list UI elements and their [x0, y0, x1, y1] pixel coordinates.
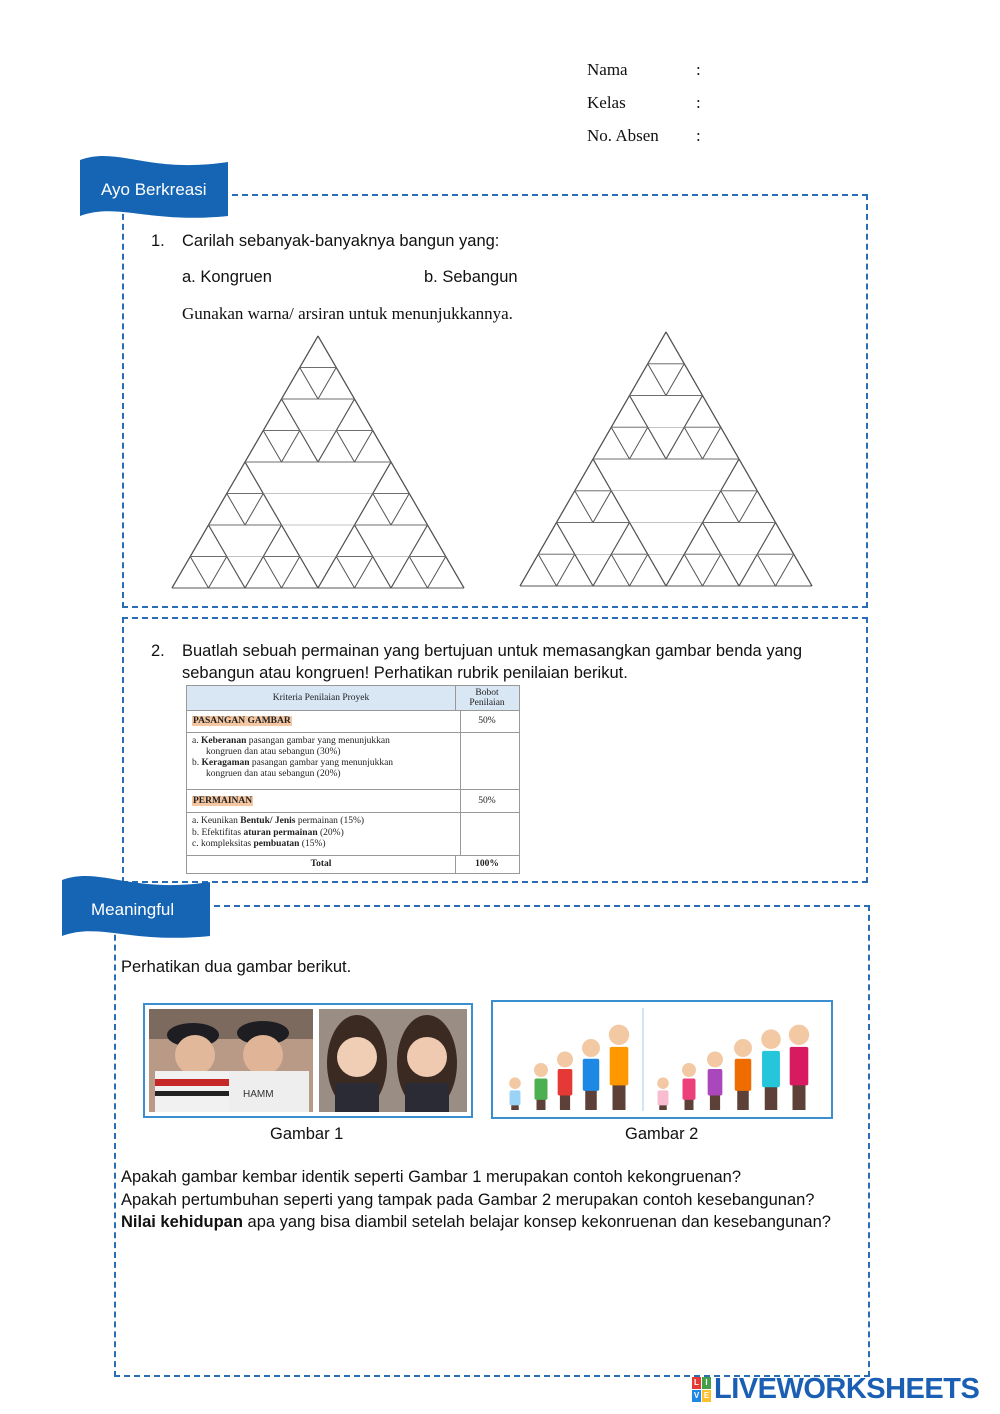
triangle-edge — [391, 494, 409, 526]
liveworksheets-brand: LIVEWORKSHEETS — [714, 1373, 980, 1405]
meaningful-intro: Perhatikan dua gambar berikut. — [121, 958, 352, 976]
triangle-edge — [245, 494, 263, 526]
triangle-edge — [336, 431, 354, 463]
logo-letter-e: E — [703, 1391, 710, 1400]
g1-b-prefix: b. — [192, 758, 200, 768]
triangle-edge — [703, 491, 721, 523]
triangle-edge — [300, 557, 318, 589]
triangle-edge — [446, 557, 464, 589]
growth-figure — [657, 1077, 669, 1110]
triangle-edge — [318, 336, 336, 368]
rubric-group2-items — [187, 813, 519, 856]
triangle-edge — [209, 494, 227, 526]
triangle-edge — [666, 332, 684, 364]
triangle-edge — [263, 557, 281, 589]
triangle-edge — [428, 557, 446, 589]
triangle-edge — [245, 431, 263, 463]
triangle-edge — [318, 368, 336, 400]
g1-a-line2: kongruen dan atau sebangun (30%) — [206, 747, 341, 757]
triangle-edge — [538, 554, 556, 586]
triangle-edge — [557, 523, 575, 555]
rubric-total-value: 100% — [475, 859, 499, 869]
option-kongruen: a. Kongruen — [182, 268, 272, 286]
triangle-edge — [391, 462, 409, 494]
triangle-edge — [300, 368, 318, 400]
triangle-edge — [611, 554, 629, 586]
triangle-edge — [703, 554, 721, 586]
triangle-edge — [227, 557, 245, 589]
triangle-edge — [409, 557, 427, 589]
triangle-edge — [593, 427, 611, 459]
triangle-edge — [611, 396, 629, 428]
triangle-edge — [703, 427, 721, 459]
q2-text-line1: Buatlah sebuah permainan yang bertujuan untuk memasangkan gambar benda yang — [182, 642, 803, 660]
g1-b-line2: kongruen dan atau sebangun (20%) — [206, 769, 341, 779]
q2-number: 2. — [151, 642, 165, 660]
triangle-edge — [209, 557, 227, 589]
growth-figure — [582, 1039, 600, 1110]
svg-text:HAMM: HAMM — [243, 1089, 274, 1100]
triangle-edge — [428, 525, 446, 557]
triangle-edge — [593, 554, 611, 586]
triangle-edge — [336, 368, 354, 400]
triangle-edge — [703, 523, 721, 555]
triangle-edge — [721, 491, 739, 523]
rubric-table — [186, 685, 520, 874]
triangle-edge — [336, 557, 354, 589]
triangle-edge — [336, 399, 354, 431]
triangle-edge — [666, 364, 684, 396]
g2-b-rest: (20%) — [320, 827, 344, 838]
triangle-edge — [721, 554, 739, 586]
triangle-edge — [611, 427, 629, 459]
ribbon-meaningful-label: Meaningful — [91, 900, 175, 919]
triangle-edge — [190, 525, 208, 557]
absen-colon: : — [696, 126, 701, 145]
class-colon: : — [696, 93, 701, 112]
triangle-edge — [776, 523, 794, 555]
g1-b-bold: Keragaman — [201, 758, 250, 768]
liveworksheets-logo-icon — [692, 1377, 712, 1403]
growth-figure — [682, 1063, 696, 1110]
life-value-bold: Nilai kehidupan — [121, 1213, 243, 1231]
triangle-edge — [282, 399, 300, 431]
g2-a-rest: permainan (15%) — [297, 816, 365, 826]
triangle-edge — [575, 491, 593, 523]
triangle-edge — [409, 525, 427, 557]
g1-b-rest: pasangan gambar yang menunjukkan — [251, 758, 394, 768]
triangle-edge — [520, 554, 538, 586]
growth-figure — [557, 1051, 573, 1110]
triangle-edge — [409, 494, 427, 526]
triangle-edge — [336, 525, 354, 557]
triangle-edge — [245, 557, 263, 589]
sierpinski-triangle-right[interactable] — [518, 330, 814, 588]
triangle-edge — [575, 554, 593, 586]
triangle-edge — [666, 427, 684, 459]
triangle-edge — [648, 427, 666, 459]
sierpinski-triangle-left[interactable] — [170, 334, 466, 590]
triangle-edge — [684, 396, 702, 428]
triangle-edge — [557, 491, 575, 523]
triangle-edge — [648, 364, 666, 396]
g1-a-bold: Keberanan — [200, 736, 247, 746]
triangle-edge — [684, 364, 702, 396]
g2-a-bold: Bentuk/ Jenis — [240, 816, 296, 826]
triangle-edge — [209, 525, 227, 557]
triangle-edge — [739, 491, 757, 523]
question-similarity: Apakah pertumbuhan seperti yang tampak pada Gambar 2 merupakan contoh kesebangunan? — [121, 1191, 815, 1209]
triangle-edge — [776, 554, 794, 586]
triangle-edge — [172, 557, 190, 589]
triangle-edge — [703, 396, 721, 428]
growth-figure — [789, 1025, 809, 1110]
triangle-edge — [648, 332, 666, 364]
growth-figure — [707, 1051, 723, 1110]
triangle-edge — [318, 557, 336, 589]
q1-instruction: Gunakan warna/ arsiran untuk menunjukkannya. — [182, 304, 513, 323]
triangle-edge — [355, 494, 373, 526]
triangle-edge — [794, 554, 812, 586]
rubric-group2-row — [187, 790, 519, 813]
g2-a-prefix: a. Keunikan — [192, 816, 238, 826]
triangle-edge — [538, 523, 556, 555]
triangle-edge — [263, 431, 281, 463]
triangle-edge — [593, 459, 611, 491]
growth-figure — [734, 1039, 752, 1110]
caption-gambar-2: Gambar 2 — [625, 1125, 699, 1143]
rubric-header-row — [187, 686, 519, 711]
triangle-edge — [282, 557, 300, 589]
triangle-edge — [227, 494, 245, 526]
triangle-edge — [757, 523, 775, 555]
triangle-edge — [190, 557, 208, 589]
triangle-edge — [373, 431, 391, 463]
growth-figure — [509, 1077, 521, 1110]
triangle-edge — [666, 554, 684, 586]
triangle-edge — [611, 523, 629, 555]
rubric-group1-title: PASANGAN GAMBAR — [193, 716, 291, 726]
triangle-edge — [300, 336, 318, 368]
triangle-edge — [282, 525, 300, 557]
triangle-edge — [300, 431, 318, 463]
g1-a-rest: pasangan gambar yang menunjukkan — [248, 736, 390, 746]
triangle-edge — [318, 431, 336, 463]
triangle-edge — [373, 494, 391, 526]
triangle-edge — [739, 459, 757, 491]
question-life-value — [121, 1213, 831, 1232]
triangle-edge — [263, 525, 281, 557]
caption-gambar-1: Gambar 1 — [270, 1125, 344, 1143]
rubric-group1-row — [187, 711, 519, 733]
triangle-edge — [355, 525, 373, 557]
triangle-edge — [282, 431, 300, 463]
g1-a-prefix: a. — [192, 736, 199, 746]
triangle-edge — [263, 399, 281, 431]
picture-gambar-1 — [143, 1003, 473, 1118]
growth-figure — [534, 1063, 548, 1110]
triangle-edge — [245, 462, 263, 494]
option-sebangun: b. Sebangun — [424, 268, 518, 286]
triangle-edge — [373, 557, 391, 589]
g2-b-bold: aturan permainan — [243, 827, 318, 838]
g2-b-prefix: b. Efektifitas — [192, 827, 242, 838]
logo-letter-l: L — [692, 1377, 701, 1389]
q1-number: 1. — [151, 232, 165, 250]
triangle-edge — [630, 396, 648, 428]
triangle-edge — [593, 491, 611, 523]
q1-text: Carilah sebanyak-banyaknya bangun yang: — [182, 232, 500, 250]
rubric-group2-weight: 50% — [478, 796, 496, 806]
triangle-edge — [630, 427, 648, 459]
triangle-edge — [355, 557, 373, 589]
rubric-header-weight2: Penilaian — [469, 698, 505, 708]
triangle-edge — [557, 554, 575, 586]
g2-c-prefix: c. kompleksitas — [192, 839, 252, 849]
rubric-group1-items — [187, 733, 519, 790]
logo-letter-i: I — [702, 1377, 711, 1389]
twins-illustration — [145, 1005, 471, 1116]
triangle-edge — [739, 554, 757, 586]
g2-c-bold: pembuatan — [253, 839, 300, 849]
triangle-edge — [355, 431, 373, 463]
triangle-edge — [630, 554, 648, 586]
growth-figure — [761, 1029, 781, 1110]
class-label: Kelas — [587, 93, 626, 112]
rubric-header-criteria: Kriteria Penilaian Proyek — [272, 693, 370, 703]
triangle-edge — [684, 554, 702, 586]
logo-letter-v: V — [693, 1391, 700, 1400]
life-value-rest: apa yang bisa diambil setelah belajar konsep kekonruenan dan kesebangunan? — [242, 1213, 831, 1231]
triangle-edge — [684, 427, 702, 459]
rubric-header-weight1: Bobot — [475, 688, 499, 698]
picture-gambar-2 — [491, 1000, 833, 1119]
triangle-edge — [575, 459, 593, 491]
name-colon: : — [696, 60, 701, 79]
rubric-group2-title: PERMAINAN — [193, 796, 253, 806]
growth-illustration — [493, 1002, 831, 1117]
name-label: Nama — [587, 60, 628, 79]
triangle-edge — [757, 554, 775, 586]
triangle-edge — [355, 399, 373, 431]
triangle-edge — [282, 368, 300, 400]
triangle-edge — [684, 523, 702, 555]
triangle-edge — [721, 427, 739, 459]
ribbon-ayo-berkreasi-label: Ayo Berkreasi — [101, 180, 207, 199]
triangle-edge — [630, 523, 648, 555]
q2-text-line2: sebangun atau kongruen! Perhatikan rubrik penilaian berikut. — [182, 664, 628, 682]
triangle-edge — [757, 491, 775, 523]
question-congruence: Apakah gambar kembar identik seperti Gambar 1 merupakan contoh kekongruenan? — [121, 1168, 742, 1186]
growth-figure — [609, 1025, 629, 1110]
absen-label: No. Absen — [587, 126, 659, 145]
rubric-total-label: Total — [310, 859, 332, 869]
triangle-edge — [263, 494, 281, 526]
g2-c-rest: (15%) — [301, 839, 326, 849]
triangle-edge — [373, 462, 391, 494]
rubric-total-row — [187, 856, 519, 873]
triangle-edge — [391, 557, 409, 589]
triangle-edge — [648, 554, 666, 586]
triangle-edge — [227, 462, 245, 494]
triangle-edge — [611, 491, 629, 523]
rubric-group1-weight: 50% — [478, 716, 496, 726]
triangle-edge — [630, 364, 648, 396]
triangle-edge — [721, 459, 739, 491]
